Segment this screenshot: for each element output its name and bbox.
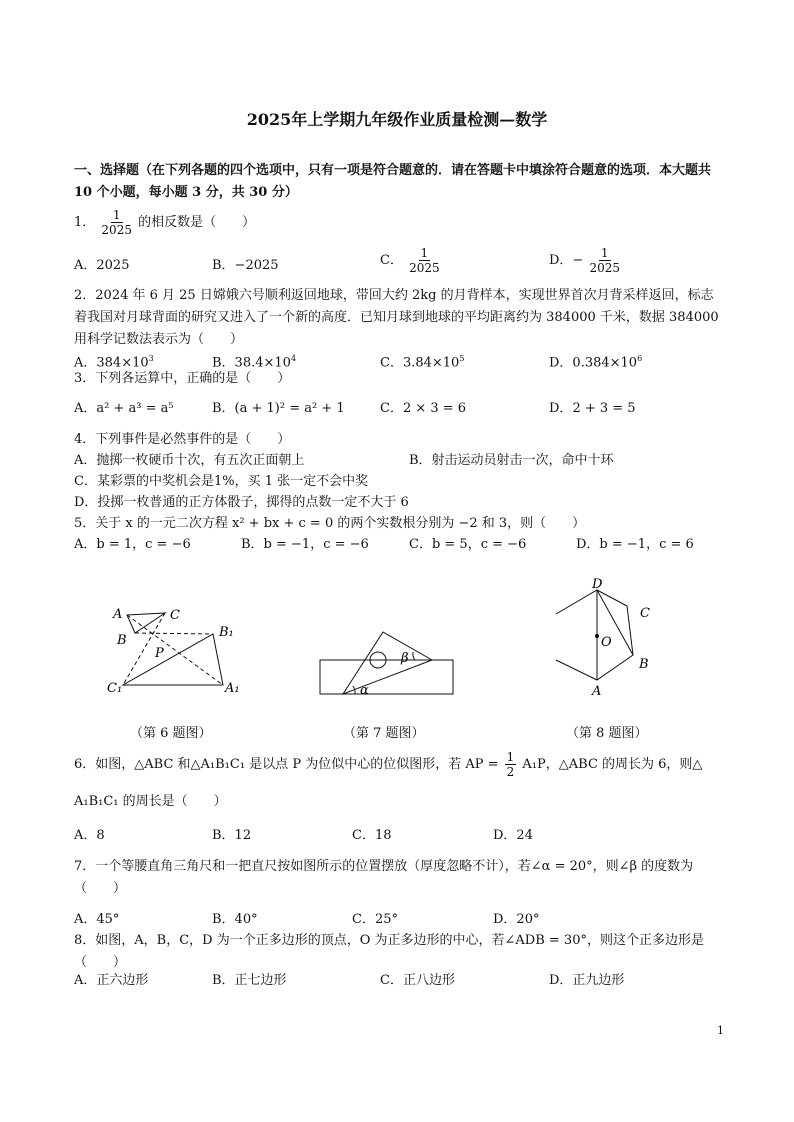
page-title: 2025年上学期九年级作业质量检测—数学 (246, 110, 548, 129)
question-6-fraction (505, 750, 517, 779)
question-7-option-d[interactable]: D．20° (493, 912, 540, 927)
question-6-option-a[interactable]: A．8 (74, 828, 105, 843)
question-1-stem (74, 208, 255, 237)
question-2-stem: 2．2024 年 6 月 25 日嫦娥六号顺利返回地球，带回大约 2kg 的月背样本，实现世界首次月背采样返回，标志着我国对月球背面的研究又进入了一个新的高度．已知月球到地球的平均距离约为 384000 千米，数据 384000 用科学记数法表示为（ ） (74, 288, 719, 347)
fig7-triangle (343, 632, 432, 694)
question-3-option-c[interactable] (380, 400, 466, 418)
question-1-option-c-label: C． (380, 253, 403, 268)
question-5-stem: 5．关于 x 的一元二次方程 x² + bx + c = 0 的两个实数根分别为 −2 和 3，则（ ） (74, 516, 586, 531)
question-2-option-b-text: B．38.4×10 (212, 355, 291, 371)
fig7-label-alpha: α (360, 683, 369, 698)
fig6-label-b: B (117, 633, 127, 648)
question-3-option-d-label: D． (549, 401, 573, 416)
question-6-text-b: A₁P，△ABC 的周长为 6，则△ (522, 757, 703, 772)
question-5-option-c[interactable]: C．b = 5，c = −6 (409, 537, 527, 552)
question-1-option-d-label: D．− (549, 253, 584, 268)
question-7-option-a[interactable]: A．45° (74, 912, 120, 927)
fig8-label-c: C (640, 606, 650, 621)
question-1-option-c-denominator: 2025 (409, 261, 440, 275)
question-2-option-d-text: D．0.384×10 (549, 355, 638, 371)
fig8-label-o: O (601, 635, 612, 650)
question-7-option-c[interactable]: C．25° (352, 912, 398, 927)
question-6-option-c[interactable]: C．18 (352, 828, 392, 843)
fig6-label-b1: B₁ (219, 625, 234, 640)
question-3-option-a[interactable]: A．a² + a³ = a⁵ (74, 401, 174, 416)
question-2-option-a-text: A．384×10 (74, 355, 149, 371)
question-1-option-c-fraction (409, 246, 440, 275)
question-3-option-c-label: C． (380, 401, 403, 416)
question-3-option-d[interactable] (549, 400, 636, 418)
question-4-option-b[interactable]: B．射击运动员射击一次，命中十环 (409, 453, 614, 468)
question-1-number: 1． (74, 215, 96, 230)
figure-8-diagram (545, 576, 665, 701)
question-3-option-c-expression: 2 × 3 = 6 (402, 401, 467, 416)
fig6-label-c1: C₁ (107, 681, 123, 696)
fig8-label-b: B (639, 657, 649, 672)
question-3-stem: 3．下列各运算中，正确的是（ ） (74, 371, 291, 386)
question-6-line-1 (74, 750, 702, 779)
question-2-option-b-exponent: 4 (290, 354, 297, 363)
figure-6-diagram (105, 600, 265, 700)
question-5-option-a[interactable]: A．b = 1，c = −6 (74, 537, 191, 552)
question-4-option-a[interactable]: A．抛掷一枚硬币十次，有五次正面朝上 (74, 453, 305, 468)
fig6-ray-b (135, 633, 213, 634)
fig8-center-point (595, 634, 598, 637)
question-1-option-b[interactable]: B．−2025 (212, 258, 279, 273)
question-5-option-d[interactable]: D．b = −1，c = 6 (576, 537, 694, 552)
figure-7-diagram (315, 630, 460, 700)
question-2-option-d-exponent: 6 (637, 354, 643, 363)
question-8-option-a[interactable]: A．正六边形 (74, 973, 149, 988)
question-4-stem: 4．下列事件是必然事件的是（ ） (74, 432, 291, 447)
question-8-option-d[interactable]: D．正九边形 (549, 973, 625, 988)
fig7-angle-beta-arc (413, 652, 415, 660)
question-2-option-c-exponent: 5 (459, 354, 465, 363)
question-7-stem: 7．一个等腰直角三角尺和一把直尺按如图所示的位置摆放（厚度忽略不计），若∠α = 20°，则∠β 的度数为（ ） (74, 859, 694, 896)
question-7-option-b[interactable]: B．40° (212, 912, 258, 927)
fig6-label-a: A (113, 607, 123, 622)
fig8-label-d: D (592, 577, 603, 592)
question-8-option-b[interactable]: B．正七边形 (212, 973, 287, 988)
figure-6-caption: （第 6 题图） (130, 726, 212, 741)
question-1-text: 的相反数是（ ） (138, 215, 256, 230)
question-1-option-c-numerator: 1 (420, 246, 429, 260)
question-6-option-b[interactable]: B．12 (212, 828, 252, 843)
question-3-option-b[interactable]: B．(a + 1)² = a² + 1 (212, 401, 345, 416)
section-header: 一、选择题（在下列各题的四个选项中，只有一项是符合题意的．请在答题卡中填涂符合题意的选项．本大题共 10 个小题，每小题 3 分，共 30 分） (74, 163, 712, 200)
figure-7-caption: （第 7 题图） (343, 726, 425, 741)
fig6-triangle-abc (127, 613, 165, 633)
question-1-option-d-denominator: 2025 (589, 261, 621, 275)
question-1-option-d-numerator: 1 (600, 246, 609, 260)
question-4-option-d[interactable]: D．投掷一枚普通的正方体骰子，掷得的点数一定不大于 6 (74, 495, 409, 510)
figure-8-caption: （第 8 题图） (566, 726, 648, 741)
fig7-label-beta: β (401, 651, 409, 666)
question-8-option-c[interactable]: C．正八边形 (380, 973, 455, 988)
question-4-option-c[interactable]: C．某彩票的中奖机会是1%，买 1 张一定不会中奖 (74, 474, 369, 489)
question-3-option-d-expression: 2 + 3 = 5 (572, 401, 636, 416)
fig6-label-a1: A₁ (225, 681, 240, 696)
question-1-fraction (101, 208, 132, 237)
fig8-label-a: A (592, 684, 602, 699)
question-1-fraction-numerator: 1 (112, 208, 121, 222)
question-1-option-c[interactable] (380, 246, 442, 275)
question-2-option-c[interactable] (380, 350, 464, 372)
question-1-option-a[interactable]: A．2025 (74, 258, 130, 273)
question-6-line-2: A₁B₁C₁ 的周长是（ ） (74, 794, 227, 809)
question-1-fraction-denominator: 2025 (101, 223, 132, 237)
question-2-option-a-exponent: 3 (148, 354, 154, 363)
page-number: 1 (717, 1024, 724, 1037)
question-6-fraction-denominator: 2 (506, 765, 515, 779)
question-1-option-d-fraction (589, 246, 620, 275)
question-1-option-d[interactable] (549, 246, 622, 275)
question-5-option-b[interactable]: B．b = −1，c = −6 (241, 537, 369, 552)
question-2-option-d[interactable] (549, 350, 642, 372)
fig6-triangle-a1b1c1 (123, 634, 223, 685)
question-6-option-d[interactable]: D．24 (493, 828, 533, 843)
question-6-fraction-numerator: 1 (506, 750, 515, 764)
question-2-option-c-text: C．3.84×10 (380, 355, 460, 371)
fig6-label-p: P (155, 646, 164, 661)
question-8-stem: 8．如图，A，B，C，D 为一个正多边形的顶点，O 为正多边形的中心，若∠ADB = 30°，则这个正多边形是（ ） (74, 933, 704, 970)
question-6-text-a: 6．如图，△ABC 和△A₁B₁C₁ 是以点 P 为位似中心的位似图形，若 AP = (74, 757, 499, 772)
fig6-label-c: C (170, 608, 180, 623)
